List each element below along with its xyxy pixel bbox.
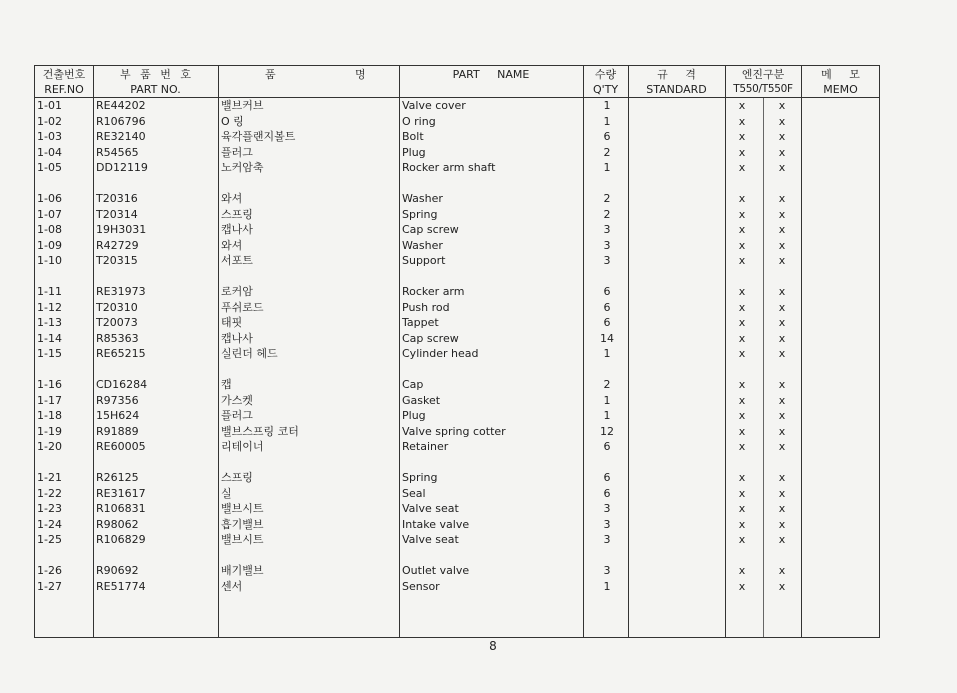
row-part-name: Spring [402, 471, 438, 484]
row-engine-t550f: x [778, 145, 786, 159]
row-engine-t550f: x [778, 440, 786, 453]
row-part-no: R54565 [96, 145, 139, 159]
col-divider [583, 66, 584, 637]
row-engine-t550: x [738, 130, 746, 143]
row-part-name: Cap screw [402, 223, 459, 236]
row-ref: 1-18 [37, 409, 62, 422]
row-engine-t550: x [738, 285, 746, 298]
row-qty: 6 [603, 440, 611, 453]
col-divider [218, 66, 219, 637]
row-engine-t550f: x [778, 471, 786, 484]
row-qty: 3 [603, 223, 611, 236]
row-engine-t550f: x [778, 517, 786, 531]
row-qty: 3 [603, 238, 611, 252]
row-part-no: 19H3031 [96, 223, 147, 236]
row-kor-name: 노커암축 [221, 161, 264, 174]
header-memo-eng: MEMO [823, 83, 858, 96]
row-engine-t550f: x [778, 378, 786, 391]
row-part-name: Cylinder head [402, 347, 479, 360]
row-part-name: Intake valve [402, 517, 470, 531]
row-part-no: DD12119 [96, 161, 148, 174]
row-kor-name: 밸브커브 [221, 99, 264, 112]
row-ref: 1-10 [37, 254, 62, 267]
row-part-no: R106796 [96, 114, 146, 128]
row-part-name: Gasket [402, 393, 441, 407]
row-kor-name: 플러그 [221, 145, 253, 159]
header-engine-kor: 엔진구분 [741, 68, 785, 81]
row-part-no: R98062 [96, 517, 139, 531]
row-engine-t550: x [738, 440, 746, 453]
row-part-no: R106831 [96, 502, 146, 515]
row-ref: 1-15 [37, 347, 62, 360]
row-qty: 6 [603, 130, 611, 143]
row-ref: 1-03 [37, 130, 62, 143]
row-engine-t550f: x [778, 533, 786, 546]
row-qty: 12 [600, 424, 614, 438]
row-engine-t550: x [738, 223, 746, 236]
row-ref: 1-17 [37, 393, 62, 407]
row-ref: 1-01 [37, 99, 62, 112]
row-part-no: 15H624 [96, 409, 140, 422]
row-part-no: R91889 [96, 424, 139, 438]
row-engine-t550f: x [778, 161, 786, 174]
row-engine-t550: x [738, 409, 746, 422]
header-qty-eng: Q'TY [592, 83, 619, 96]
row-engine-t550: x [738, 145, 746, 159]
row-ref: 1-12 [37, 300, 62, 314]
row-engine-t550f: x [778, 564, 786, 577]
row-kor-name: 플러그 [221, 409, 253, 422]
row-part-name: Bolt [402, 130, 424, 143]
header-ref-eng: REF.NO [44, 83, 84, 96]
row-engine-t550f: x [778, 300, 786, 314]
row-qty: 3 [603, 517, 611, 531]
row-part-no: RE51774 [96, 579, 146, 593]
row-ref: 1-27 [37, 579, 62, 593]
row-part-no: R42729 [96, 238, 139, 252]
header-std-eng: STANDARD [646, 83, 707, 96]
row-qty: 3 [603, 533, 611, 546]
row-part-no: RE31973 [96, 285, 146, 298]
row-part-name: Valve seat [402, 502, 459, 515]
row-qty: 3 [603, 564, 611, 577]
row-part-no: RE32140 [96, 130, 146, 143]
row-part-name: Rocker arm shaft [402, 161, 496, 174]
row-engine-t550: x [738, 564, 746, 577]
row-engine-t550: x [738, 316, 746, 329]
row-kor-name: 센서 [221, 579, 243, 593]
row-ref: 1-22 [37, 486, 62, 500]
row-engine-t550: x [738, 347, 746, 360]
header-ref-kor: 건출번호 [42, 68, 86, 81]
row-qty: 3 [603, 254, 611, 267]
row-engine-t550f: x [778, 393, 786, 407]
row-ref: 1-06 [37, 192, 62, 205]
row-qty: 2 [603, 145, 611, 159]
row-engine-t550: x [738, 471, 746, 484]
row-qty: 3 [603, 502, 611, 515]
row-kor-name: 스프링 [221, 207, 253, 221]
row-ref: 1-25 [37, 533, 62, 546]
row-part-no: RE44202 [96, 99, 146, 112]
row-kor-name: 푸쉬로드 [221, 300, 264, 314]
row-engine-t550f: x [778, 207, 786, 221]
row-ref: 1-09 [37, 238, 62, 252]
row-ref: 1-13 [37, 316, 62, 329]
row-part-no: R97356 [96, 393, 139, 407]
row-qty: 2 [603, 378, 611, 391]
row-ref: 1-08 [37, 223, 62, 236]
row-ref: 1-16 [37, 378, 62, 391]
row-engine-t550: x [738, 533, 746, 546]
row-engine-t550: x [738, 254, 746, 267]
header-std-kor: 규 격 [657, 68, 696, 81]
row-part-no: R26125 [96, 471, 139, 484]
row-engine-t550: x [738, 502, 746, 515]
row-part-name: Rocker arm [402, 285, 465, 298]
row-ref: 1-21 [37, 471, 62, 484]
row-kor-name: 스프링 [221, 471, 253, 484]
row-part-no: RE65215 [96, 347, 146, 360]
row-engine-t550: x [738, 579, 746, 593]
row-part-no: T20316 [96, 192, 138, 205]
col-divider [399, 66, 400, 637]
row-ref: 1-24 [37, 517, 62, 531]
row-kor-name: 태핏 [221, 316, 243, 329]
row-part-name: Valve cover [402, 99, 466, 112]
row-engine-t550: x [738, 517, 746, 531]
row-qty: 1 [603, 99, 611, 112]
header-part-kor: 부 품 번 호 [120, 68, 191, 81]
row-part-name: Washer [402, 238, 443, 252]
row-kor-name: 밸브시트 [221, 502, 264, 515]
row-qty: 6 [603, 486, 611, 500]
row-engine-t550: x [738, 207, 746, 221]
row-qty: 6 [603, 300, 611, 314]
row-engine-t550f: x [778, 409, 786, 422]
row-part-name: Cap screw [402, 331, 459, 345]
row-kor-name: 캡나사 [221, 223, 253, 236]
row-engine-t550f: x [778, 285, 786, 298]
row-qty: 6 [603, 285, 611, 298]
row-qty: 6 [603, 471, 611, 484]
row-ref: 1-04 [37, 145, 62, 159]
row-kor-name: 와셔 [221, 192, 243, 205]
header-name-kor-2: 명 [355, 68, 366, 81]
row-part-name: Seal [402, 486, 426, 500]
row-engine-t550: x [738, 378, 746, 391]
row-part-no: CD16284 [96, 378, 148, 391]
row-ref: 1-23 [37, 502, 62, 515]
row-ref: 1-05 [37, 161, 62, 174]
row-qty: 1 [603, 114, 611, 128]
row-engine-t550f: x [778, 254, 786, 267]
row-engine-t550: x [738, 486, 746, 500]
row-engine-t550f: x [778, 192, 786, 205]
row-engine-t550: x [738, 424, 746, 438]
row-qty: 1 [603, 393, 611, 407]
header-name-kor-1: 품 [265, 68, 276, 81]
row-engine-t550: x [738, 300, 746, 314]
row-engine-t550f: x [778, 579, 786, 593]
row-ref: 1-07 [37, 207, 62, 221]
row-part-no: RE60005 [96, 440, 146, 453]
row-engine-t550: x [738, 238, 746, 252]
row-part-name: Support [402, 254, 446, 267]
col-divider [801, 66, 802, 637]
row-kor-name: 와셔 [221, 238, 243, 252]
row-part-name: Plug [402, 409, 426, 422]
row-part-name: Spring [402, 207, 438, 221]
row-engine-t550f: x [778, 316, 786, 329]
row-engine-t550: x [738, 393, 746, 407]
row-ref: 1-14 [37, 331, 62, 345]
row-engine-t550: x [738, 192, 746, 205]
engine-subdivider [763, 97, 764, 637]
row-part-name: Plug [402, 145, 426, 159]
row-part-name: Valve seat [402, 533, 459, 546]
row-engine-t550f: x [778, 99, 786, 112]
page-number: 8 [489, 639, 497, 653]
header-engine-eng: T550/T550F [733, 83, 793, 95]
row-kor-name: 육각플랜지볼트 [221, 130, 296, 143]
row-qty: 1 [603, 409, 611, 422]
row-ref: 1-26 [37, 564, 62, 577]
row-part-name: Sensor [402, 579, 440, 593]
row-engine-t550: x [738, 114, 746, 128]
col-divider [93, 66, 94, 637]
row-kor-name: 밸브스프링 코터 [221, 424, 299, 438]
row-engine-t550f: x [778, 502, 786, 515]
row-engine-t550: x [738, 331, 746, 345]
row-kor-name: 실린더 헤드 [221, 347, 278, 360]
row-engine-t550f: x [778, 114, 786, 128]
row-engine-t550: x [738, 161, 746, 174]
row-part-name: Washer [402, 192, 443, 205]
row-part-no: R106829 [96, 533, 146, 546]
row-kor-name: 로커암 [221, 285, 253, 298]
row-kor-name: 캡나사 [221, 331, 253, 345]
header-part-name: PART NAME [452, 68, 530, 81]
row-ref: 1-20 [37, 440, 62, 453]
row-kor-name: 흡기밸브 [221, 517, 264, 531]
row-engine-t550f: x [778, 130, 786, 143]
row-engine-t550f: x [778, 347, 786, 360]
row-kor-name: 실 [221, 486, 232, 500]
row-engine-t550f: x [778, 223, 786, 236]
row-qty: 2 [603, 192, 611, 205]
row-ref: 1-02 [37, 114, 62, 128]
row-kor-name: 리테이너 [221, 440, 264, 453]
row-part-name: Valve spring cotter [402, 424, 506, 438]
row-part-name: Tappet [402, 316, 439, 329]
row-engine-t550f: x [778, 238, 786, 252]
header-memo-kor: 메 모 [821, 68, 860, 81]
row-engine-t550: x [738, 99, 746, 112]
row-qty: 1 [603, 347, 611, 360]
row-ref: 1-11 [37, 285, 62, 298]
row-part-name: Push rod [402, 300, 450, 314]
row-kor-name: 밸브시트 [221, 533, 264, 546]
row-part-no: T20310 [96, 300, 138, 314]
row-part-name: Retainer [402, 440, 449, 453]
row-qty: 2 [603, 207, 611, 221]
header-part-eng: PART NO. [130, 83, 181, 96]
row-engine-t550f: x [778, 486, 786, 500]
parts-table [34, 65, 880, 638]
row-part-name: Cap [402, 378, 424, 391]
header-qty-kor: 수량 [594, 68, 617, 81]
row-part-name: O ring [402, 114, 436, 128]
row-part-no: RE31617 [96, 486, 146, 500]
row-engine-t550f: x [778, 331, 786, 345]
row-part-no: R90692 [96, 564, 139, 577]
row-kor-name: 배기밸브 [221, 564, 264, 577]
row-part-no: T20315 [96, 254, 138, 267]
row-kor-name: O 링 [221, 114, 244, 128]
row-kor-name: 가스켓 [221, 393, 253, 407]
row-ref: 1-19 [37, 424, 62, 438]
row-part-name: Outlet valve [402, 564, 470, 577]
row-qty: 14 [600, 331, 614, 345]
row-qty: 1 [603, 579, 611, 593]
row-part-no: T20314 [96, 207, 138, 221]
row-part-no: T20073 [96, 316, 138, 329]
row-kor-name: 서포트 [221, 254, 253, 267]
row-engine-t550f: x [778, 424, 786, 438]
row-part-no: R85363 [96, 331, 139, 345]
row-qty: 6 [603, 316, 611, 329]
row-kor-name: 캡 [221, 378, 232, 391]
row-qty: 1 [603, 161, 611, 174]
